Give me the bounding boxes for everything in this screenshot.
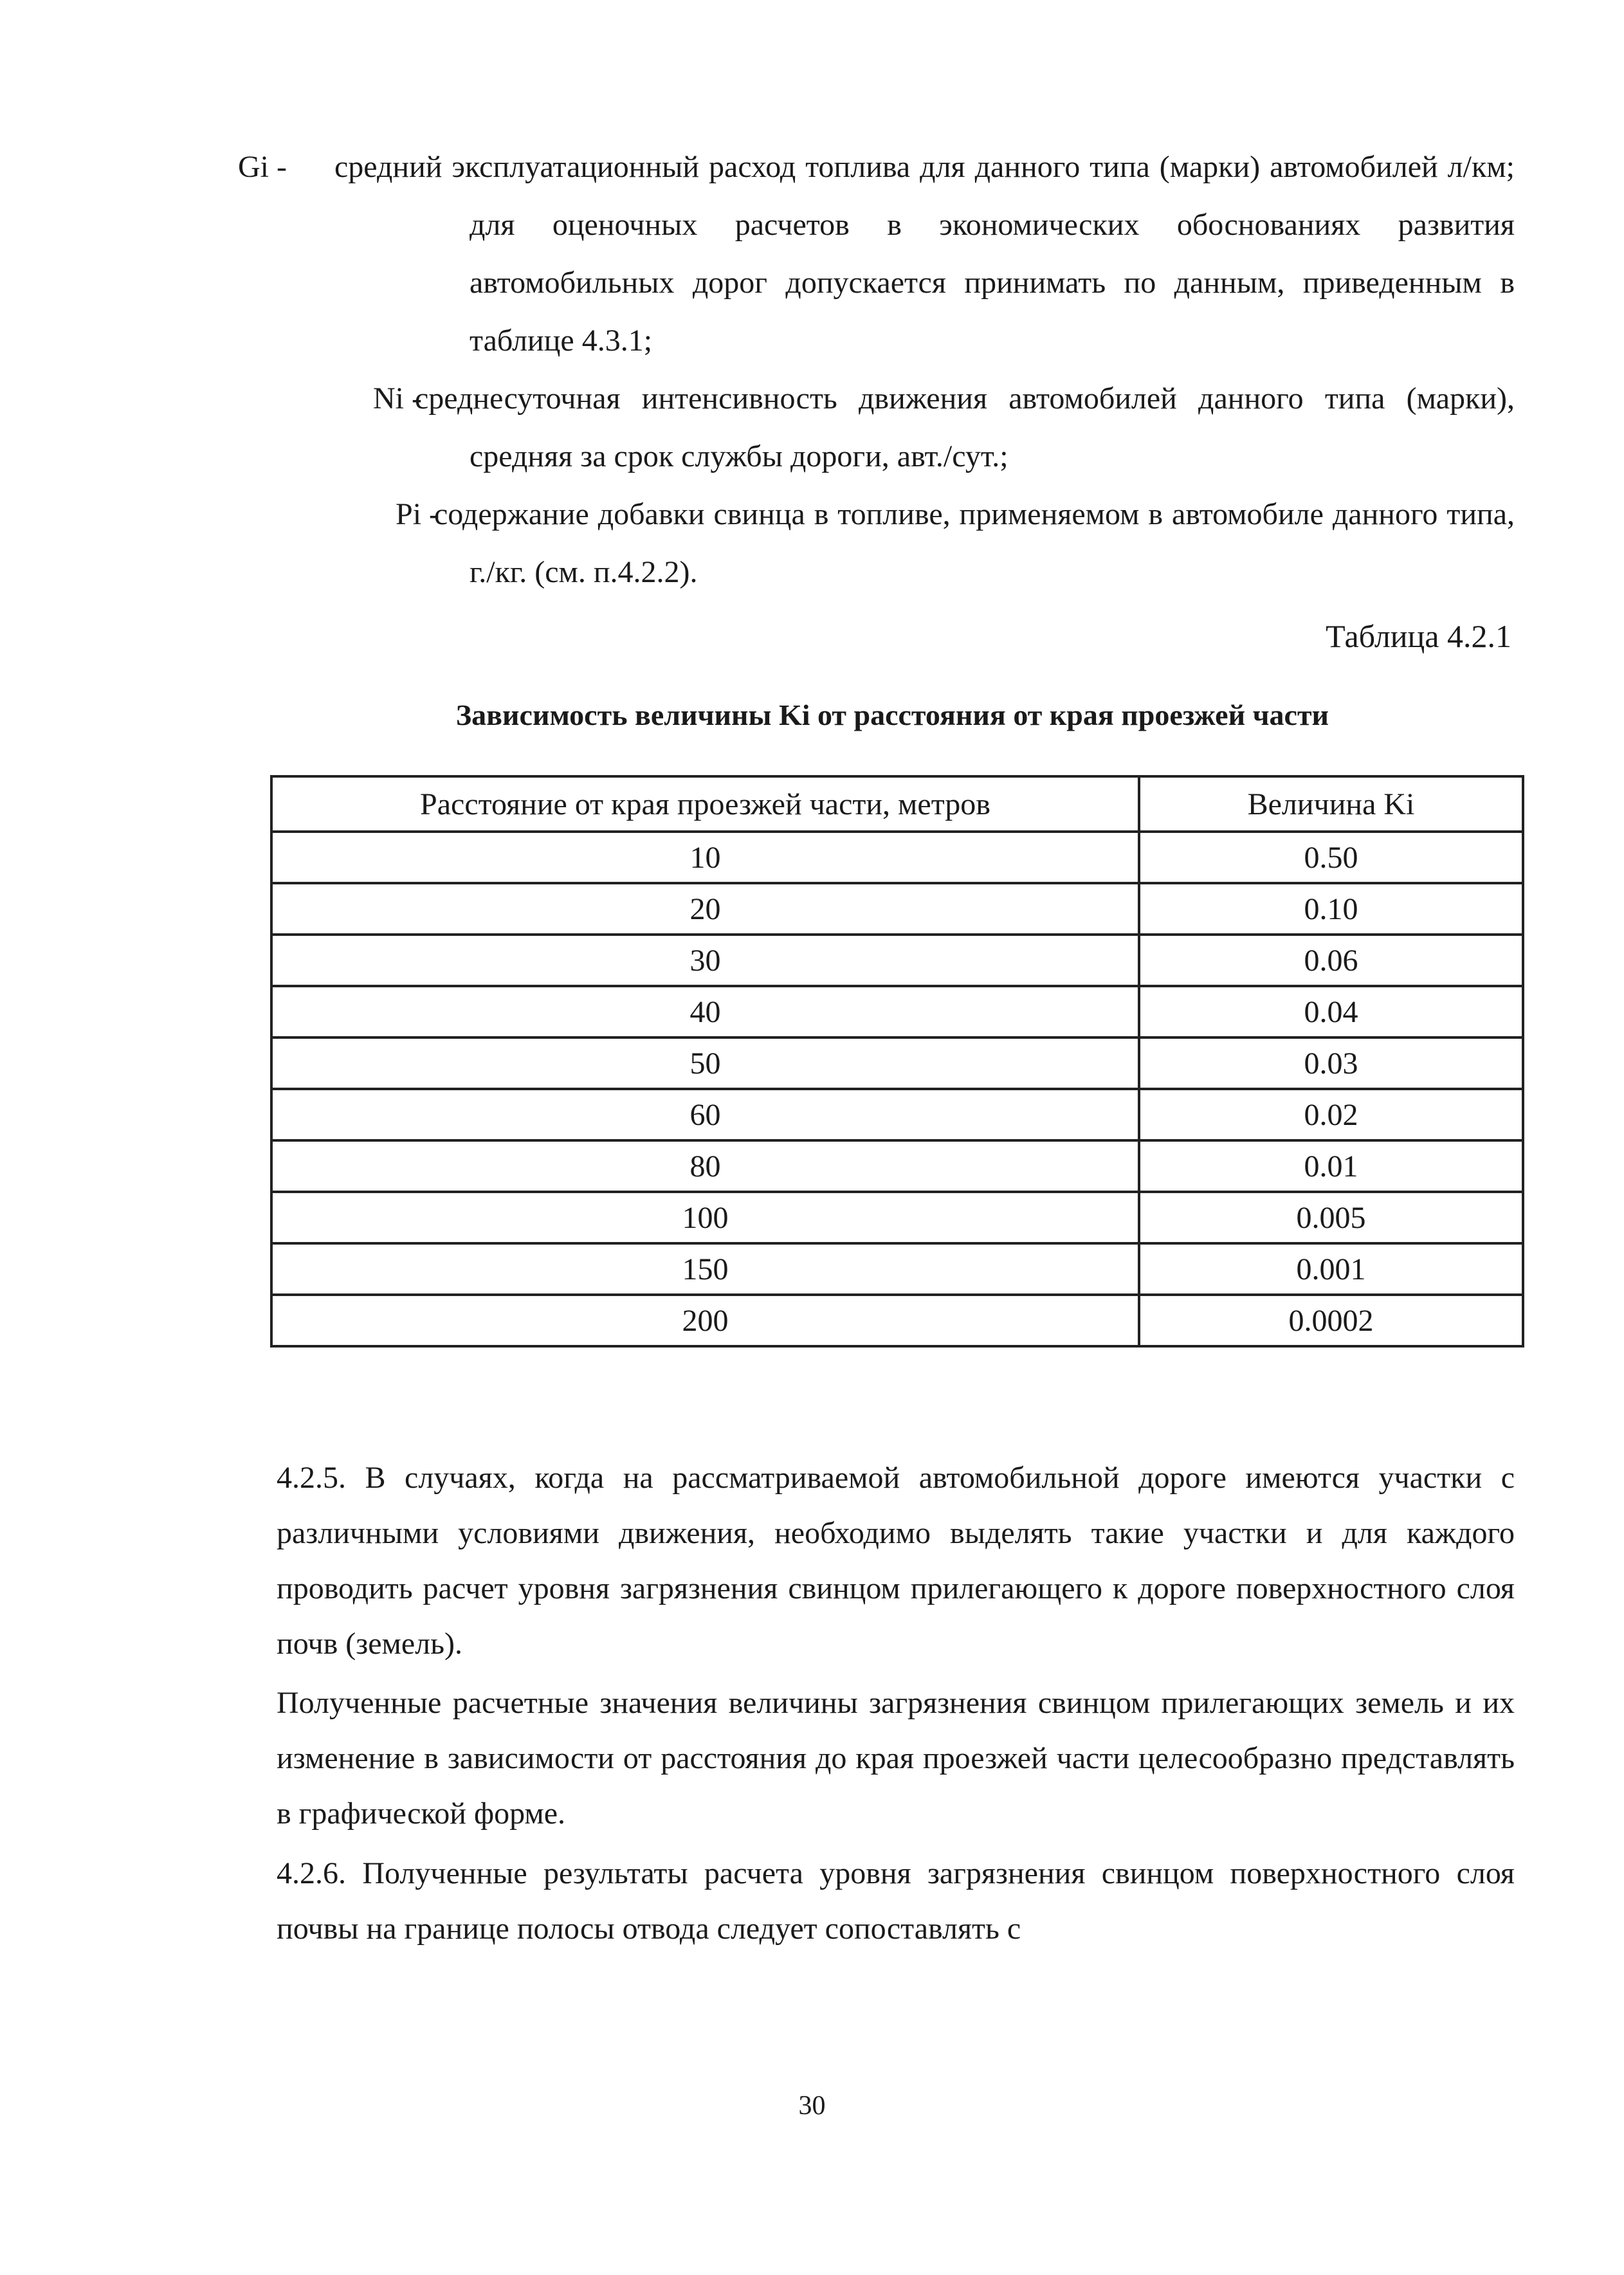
distance-cell: 100	[271, 1192, 1139, 1243]
distance-cell: 150	[271, 1243, 1139, 1295]
table-row	[271, 832, 1523, 883]
definition-p-symbol: Pi -	[396, 497, 440, 531]
definition-g-text: средний эксплуатационный расход топлива для данного типа (марки) автомобилей л/км; для оценочных расчетов в экономических обоснованиях развития автомобильных дорог допускается принимать по данным, приведенным в таблице 4.3.1;	[334, 150, 1515, 358]
table-row	[271, 1089, 1523, 1140]
distance-cell: 200	[271, 1295, 1139, 1346]
k-value-cell: 0.04	[1139, 986, 1523, 1037]
table-row	[271, 1243, 1523, 1295]
table-caption: Зависимость величины Ki от расстояния от края проезжей части	[455, 699, 1329, 731]
table-row	[271, 1295, 1523, 1346]
k-value-cell: 0.0002	[1139, 1295, 1523, 1346]
table-row	[271, 1192, 1523, 1243]
paragraph-4-2-6: 4.2.6. Полученные результаты расчета уровня загрязнения свинцом поверхностного слоя почвы на границе полосы отвода следует сопоставлять с	[277, 1856, 1515, 1946]
k-value-cell: 0.10	[1139, 883, 1523, 935]
k-value-cell: 0.03	[1139, 1037, 1523, 1089]
distance-cell: 10	[271, 832, 1139, 883]
table-row	[271, 1140, 1523, 1192]
k-value-cell: 0.001	[1139, 1243, 1523, 1295]
distance-cell: 60	[271, 1089, 1139, 1140]
column-header-k: Величина Ki	[1139, 776, 1523, 832]
definition-p-text: содержание добавки свинца в топливе, применяемом в автомобиле данного типа, г./кг. (см. п.4.2.2).	[434, 497, 1515, 589]
definition-n-symbol: Ni -	[373, 381, 422, 416]
distance-cell: 50	[271, 1037, 1139, 1089]
paragraph-results: Полученные расчетные значения величины загрязнения свинцом прилегающих земель и их изменение в зависимости от расстояния до края проезжей части целесообразно представлять в графической форме.	[277, 1686, 1515, 1831]
distance-cell: 30	[271, 935, 1139, 986]
column-header-distance: Расстояние от края проезжей части, метров	[271, 776, 1139, 832]
distance-cell: 20	[271, 883, 1139, 935]
definition-g-symbol: Gi -	[238, 150, 287, 184]
page-number: 30	[798, 2091, 826, 2121]
k-value-cell: 0.02	[1139, 1089, 1523, 1140]
definition-g	[238, 138, 1515, 370]
definition-p	[396, 486, 1515, 601]
table-row	[271, 1037, 1523, 1089]
distance-cell: 80	[271, 1140, 1139, 1192]
definition-n-text: среднесуточная интенсивность движения автомобилей данного типа (марки), средняя за срок службы дороги, авт./сут.;	[415, 381, 1515, 473]
table-row	[271, 935, 1523, 986]
k-value-cell: 0.01	[1139, 1140, 1523, 1192]
definition-n	[373, 370, 1515, 486]
k-value-cell: 0.50	[1139, 832, 1523, 883]
k-value-cell: 0.005	[1139, 1192, 1523, 1243]
table-number: Таблица 4.2.1	[1326, 618, 1511, 654]
table-row	[271, 883, 1523, 935]
k-coefficient-table	[270, 775, 1524, 1348]
table-header-row	[271, 776, 1523, 832]
distance-cell: 40	[271, 986, 1139, 1037]
k-value-cell: 0.06	[1139, 935, 1523, 986]
table-row	[271, 986, 1523, 1037]
paragraph-4-2-5: 4.2.5. В случаях, когда на рассматриваемой автомобильной дороге имеются участки с различными условиями движения, необходимо выделять такие участки и для каждого проводить расчет уровня загрязнения свинцом прилегающего к дороге поверхностного слоя почв (земель).	[277, 1461, 1515, 1661]
